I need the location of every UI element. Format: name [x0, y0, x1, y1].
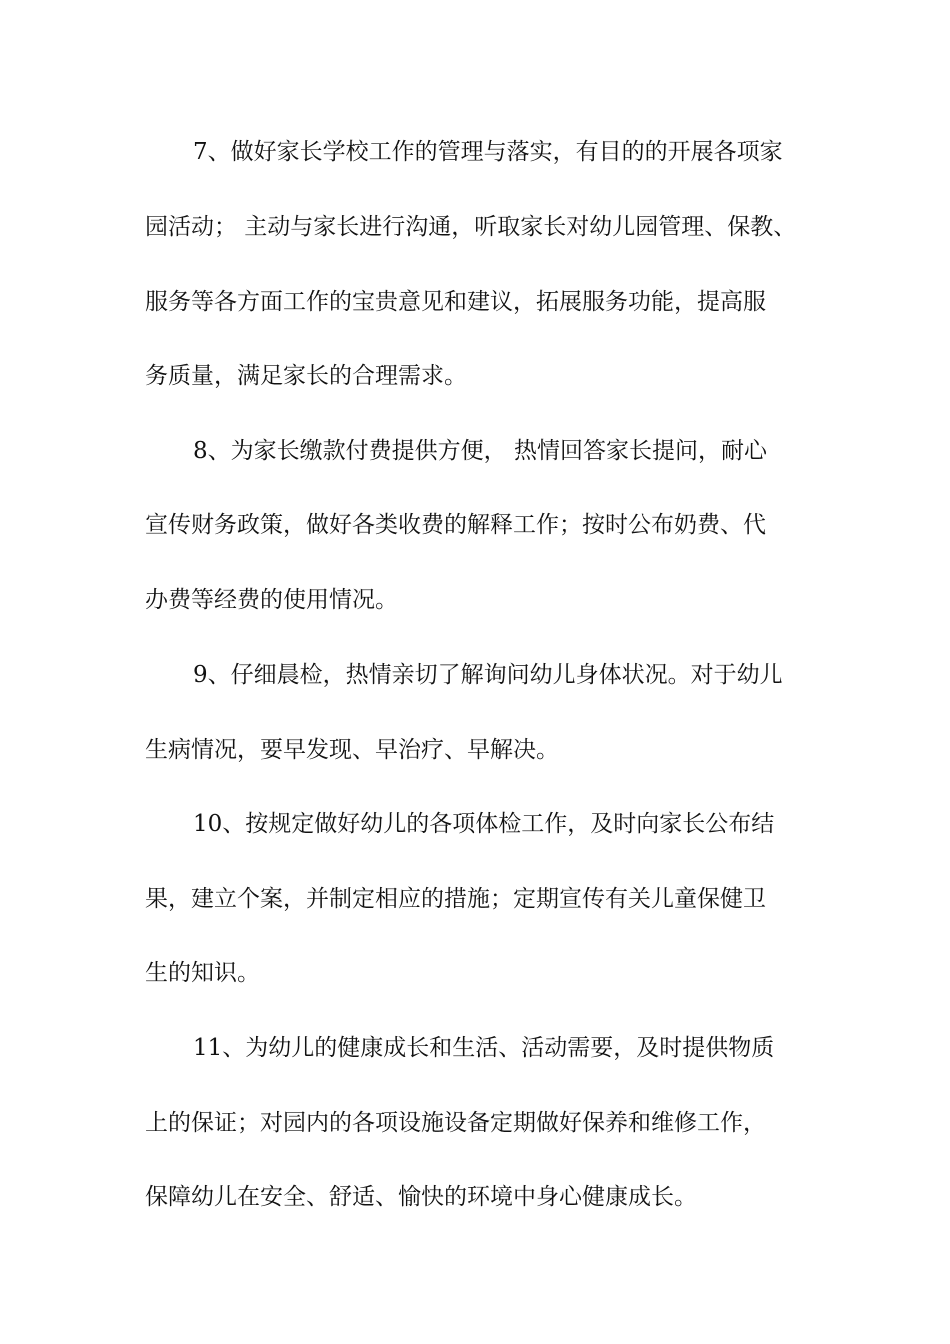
- paragraph-7-line-2: 园活动； 主动与家长进行沟通，听取家长对幼儿园管理、保教、: [145, 214, 797, 240]
- paragraph-7-line-4: 务质量，满足家长的合理需求。: [145, 363, 467, 389]
- paragraph-7-line-1: 7、做好家长学校工作的管理与落实，有目的的开展各项家: [193, 139, 783, 165]
- paragraph-11-line-1: 11、为幼儿的健康成长和生活、活动需要，及时提供物质: [193, 1035, 775, 1061]
- paragraph-7-line-3: 服务等各方面工作的宝贵意见和建议，拓展服务功能，提高服: [145, 289, 766, 315]
- paragraph-10-line-3: 生的知识。: [145, 960, 260, 986]
- paragraph-8-line-3: 办费等经费的使用情况。: [145, 587, 398, 613]
- paragraph-10-line-1: 10、按规定做好幼儿的各项体检工作，及时向家长公布结: [193, 811, 775, 837]
- paragraph-11-line-3: 保障幼儿在安全、舒适、愉快的环境中身心健康成长。: [145, 1184, 697, 1210]
- paragraph-8-line-2: 宣传财务政策，做好各类收费的解释工作；按时公布奶费、代: [145, 512, 766, 538]
- paragraph-9-line-1: 9、仔细晨检，热情亲切了解询问幼儿身体状况。对于幼儿: [193, 662, 783, 688]
- paragraph-8-line-1: 8、为家长缴款付费提供方便， 热情回答家长提问，耐心: [193, 438, 767, 464]
- paragraph-9-line-2: 生病情况，要早发现、早治疗、早解决。: [145, 737, 559, 763]
- paragraph-11-line-2: 上的保证；对园内的各项设施设备定期做好保养和维修工作，: [145, 1110, 766, 1136]
- paragraph-10-line-2: 果，建立个案，并制定相应的措施；定期宣传有关儿童保健卫: [145, 886, 766, 912]
